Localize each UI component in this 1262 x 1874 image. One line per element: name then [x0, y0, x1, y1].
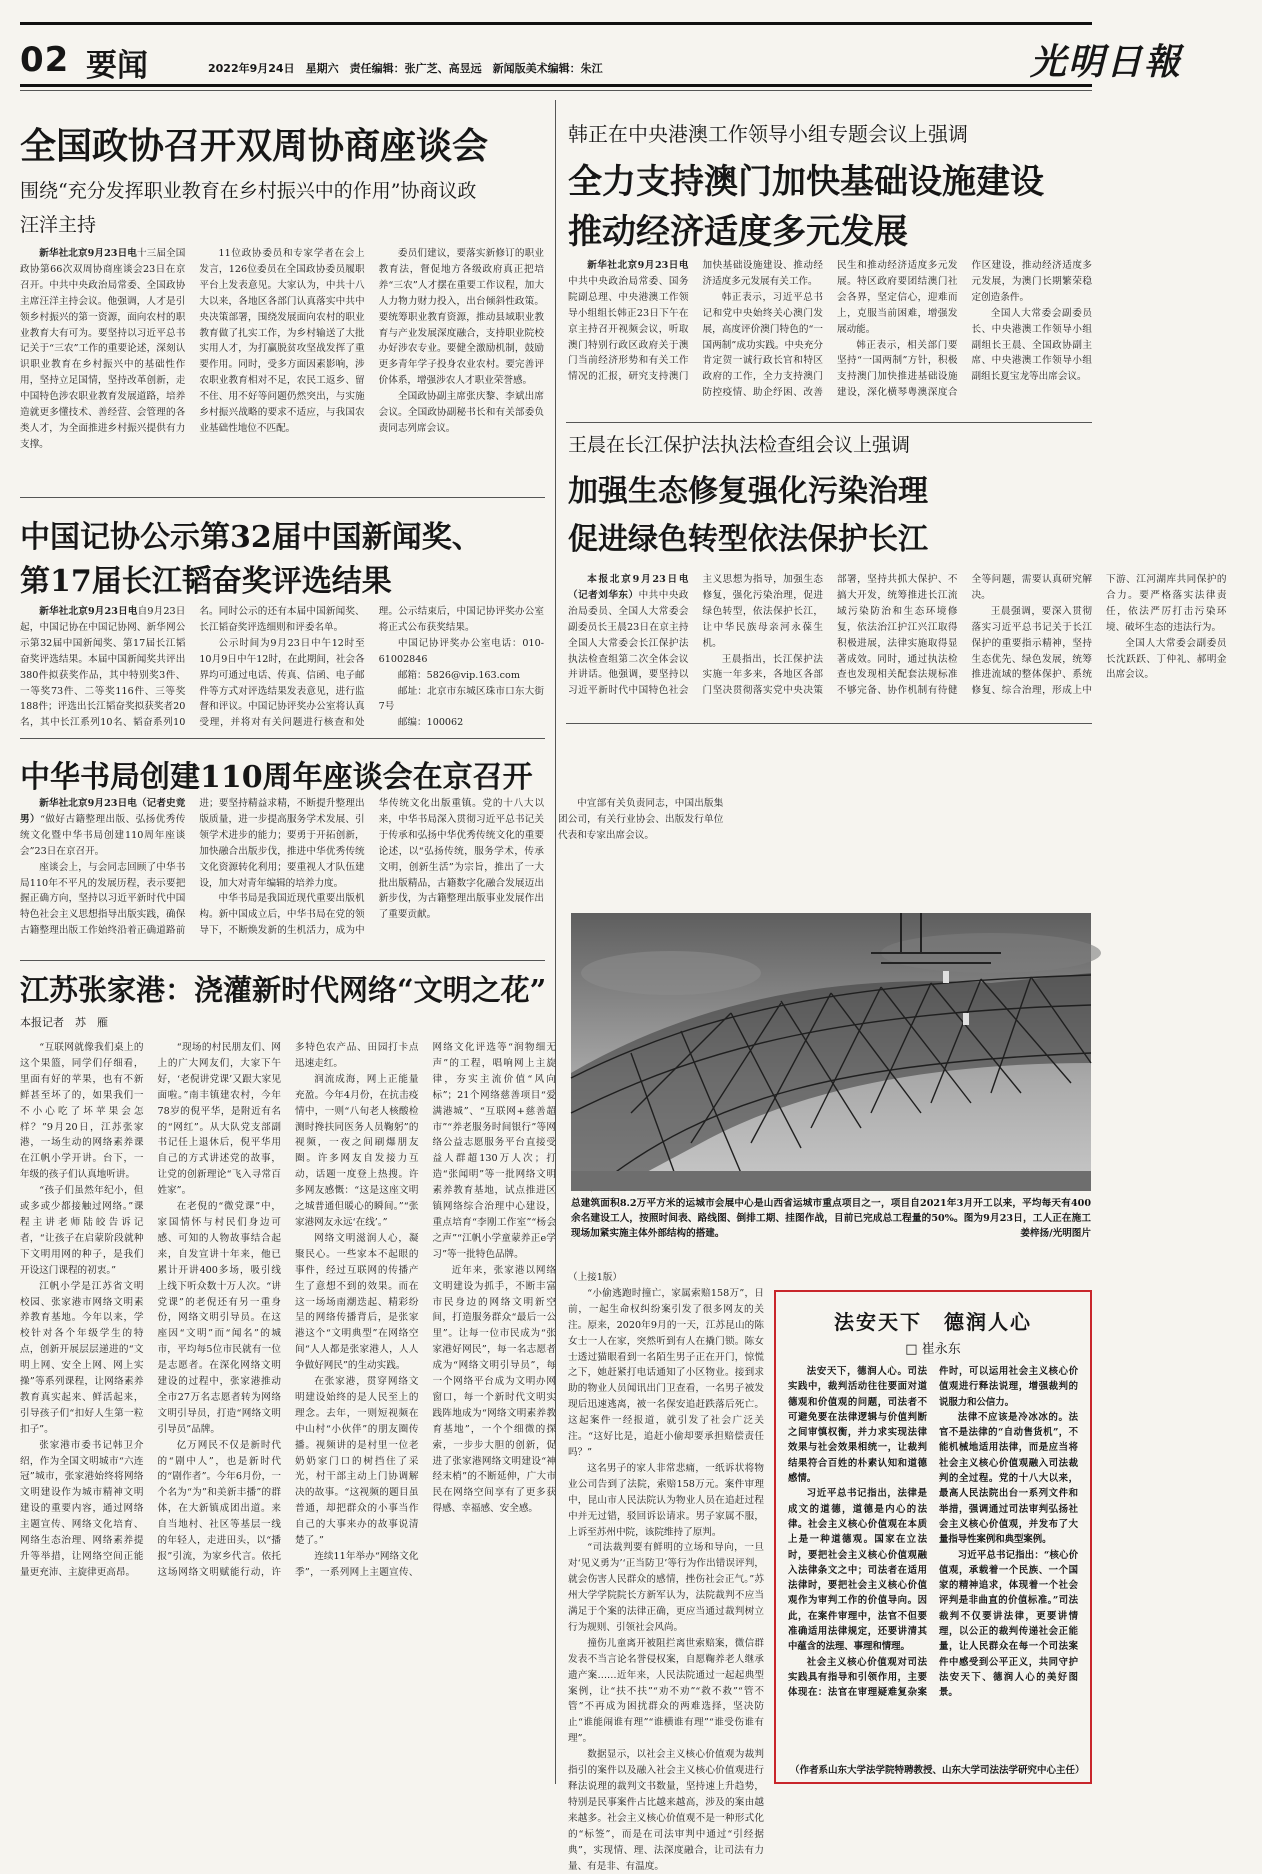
- jiangsu-paragraph: 在老倪的“微党课”中，家国情怀与村民们身边可感、可知的人物故事结合起来，自发宣讲十年来，他已累计开讲400多场，吸引线上线下听众数十万人次。“讲党课”的老倪还有另一重身份，网络文明引导员。在这座因“文明”而“闻名”的城市，平均每5位市民就有一位是志愿者。在深化网络文明建设的过程中，张家港推动全市27万名志愿者转为网络文明引导员，打造“网络文明引导员”品牌。: [157, 1201, 281, 1435]
- macao-dateline: 新华社北京9月23日电: [587, 260, 689, 271]
- yangtze-body: [568, 572, 1227, 714]
- awards-address: 邮址：北京市东城区珠市口东大街7号: [378, 685, 544, 713]
- jiangsu-headline: 江苏张家港：浇灌新时代网络“文明之花”: [20, 973, 547, 1007]
- header-rule: [20, 84, 1092, 87]
- steel-structure-illustration: [571, 913, 1091, 1191]
- awards-email: 邮箱：5826@vip.163.com: [397, 669, 520, 681]
- worker-figure: [963, 1013, 969, 1025]
- jiangsu-paragraph: “现场的村民朋友们、网上的广大网友们，大家下午好，‘老倪讲党课’又跟大家见面啦。”南丰镇建农村，今年78岁的倪平华，是附近有名的“网红”。从大队党支部副书记任上退休后，倪平华用自己的方式讲述党的故事，让党的创新理论“飞入寻常百姓家”。: [157, 1042, 281, 1197]
- cppcc-paragraph: 全国政协副主席张庆黎、李斌出席会议。全国政协副秘书长和有关部委负责同志列席会议。: [378, 391, 544, 434]
- yangtze-kicker: 王晨在长江保护法执法检查组会议上强调: [568, 434, 911, 456]
- jiangsu-paragraph: 近年来，张家港以网络文明建设为抓手，不断丰富市民身边的网络文明新空间，打造服务群众“最后一公里”。让每一位市民成为“张家港好网民”，每一名志愿者成为“网络文明引导员”，每一个网络平台成为文明办网窗口，每一个新时代文明实践阵地成为“网络文明素养教育基地”，一个个细微的探索，一步步大胆的创新，促进了张家港网络文明建设“神经末梢”的不断延伸，广大市民在网络空间享有了更多获得感、幸福感、安全感。: [432, 1264, 556, 1515]
- worker-figure: [943, 971, 949, 983]
- commentary-author: □ 崔永东: [905, 1342, 961, 1357]
- zhonghua-paragraph: 中华书局是我国近现代重要出版机构。新中国成立后，中华书局在党的领导下，不断焕发新的生机活力，成为中华传统文化出版重镇。党的十八大以来，中华书局深入贯彻习近平总书记关于传承和弘扬中华优秀传统文化的重要论述，以“弘扬传统，服务学术，传承文明，创新生活”为宗旨，推出了一大批出版精品，古籍数字化融合发展迈出新步伐，为古籍整理出版事业发展作出了重要贡献。: [199, 798, 544, 937]
- yangtze-headline-1: 加强生态修复强化污染治理: [568, 474, 928, 509]
- top-rule: [20, 22, 1092, 25]
- macao-paragraph: 全国人大常委会副委员长、中央港澳工作领导小组副组长王晨、全国政协副主席、中央港澳工作领导小组副组长夏宝龙等出席会议。: [971, 307, 1092, 383]
- zhonghua-headline: 中华书局创建110周年座谈会在京召开: [20, 760, 533, 795]
- jiangsu-paragraph: 润流成海，网上正能量充盈。今年4月份，在抗击疫情中，一则“八旬老人核酸检测时搀扶同医务人员鞠躬”的视频，一夜之间刷爆朋友圈。许多网友自发接力互动，话题一度登上热搜。许多网友感慨：“这是这座文明之城普通但暖心的瞬间。”“张家港网友永远‘在线’。”: [295, 1073, 419, 1228]
- construction-photo: [571, 913, 1091, 1191]
- macao-body: [568, 258, 1092, 416]
- header-info: 2022年9月24日 星期六 责任编辑：张广芝、高昱远 新闻版美术编辑：朱江: [208, 62, 603, 75]
- jiangsu-paragraph: 网络文明滋润人心，凝聚民心。一些家本不起眼的事件，经过互联网的传播产生了意想不到的效果。而在这一场场南潮迭起、精彩纷呈的网络传播背后，是张家港这个“文明典型”在网络空间“人人都是张家港人，人人争做好网民”的生动实践。: [295, 1232, 419, 1372]
- yangtze-dateline: 本报北京9月23日电（记者刘华东）: [568, 574, 689, 601]
- jiangsu-paragraph: 江帆小学是江苏省文明校园、张家港市网络文明素养教育基地。今年以来，学校针对各个年级学生的特点，创新开展层层递进的“文明上网、安全上网、网上实操”等系列课程，让网络素养教育真实起来、鲜活起来，引导孩子们“扣好人生第一粒扣子”。: [20, 1280, 144, 1435]
- continued-paragraph: “小偷逃跑时撞亡，家属索赔158万”，日前，一起生命权纠纷案引发了很多网友的关注。原来，2020年9月的一天，江苏昆山的陈女士一人在家，突然听到有人在撬门锁。陈女士透过猫眼看到一名陌生男子正在开门，惊慌之下，她赶紧打电话通知了小区物业。接到求助的物业人员闻讯出门卫查看，一名男子被发现后迅速逃离，被一名保安追赶跌落后死亡。这起案件一经报道，就引发了社会广泛关注。“这好比是，追赶小偷却要承担赔偿责任吗？”: [568, 1287, 764, 1458]
- divider: [566, 422, 1092, 423]
- commentary-body: [788, 1364, 1078, 1764]
- divider: [566, 723, 1092, 724]
- awards-dateline: 新华社北京9月23日电: [39, 606, 138, 617]
- cppcc-paragraph: 新华社北京9月23日电十三届全国政协第66次双周协商座谈会23日在京召开。中共中央政治局常委、全国政协主席汪洋主持会议。他强调，人才是引领乡村振兴的第一资源，面向农村的职业教育大有可为。要坚持以习近平总书记关于“三农”工作的重要论述，深刻认识职业教育在乡村振兴中的基础性作用，坚持立足国情，坚持改革创新，走中国特色涉农职业教育发展道路，培养造就更多懂技术、善经营、会管理的各类人才，为全面推进乡村振兴提供有力支撑。: [20, 248, 186, 450]
- awards-postcode: 邮编：100062: [397, 717, 464, 729]
- continued-paragraph: 这名男子的家人非常悲痛，一纸诉状将物业公司告到了法院，索赔158万元。案件审理中，昆山市人民法院认为物业人员在追赶过程中并无过错，驳回诉讼请求。男子家属不服，上诉至苏州中院，该院维持了原判。: [568, 1462, 764, 1538]
- zhonghua-paragraph: 中宣部有关负责同志，中国出版集团公司，有关行业协会、出版发行单位代表和专家出席会议。: [557, 798, 724, 841]
- divider: [20, 960, 545, 961]
- yangtze-headline-2: 促进绿色转型依法保护长江: [568, 522, 928, 557]
- jiangsu-byline: 本报记者 苏 雁: [20, 1016, 108, 1029]
- cppcc-headline: 全国政协召开双周协商座谈会: [20, 125, 489, 167]
- continued-note: （上接1版）: [568, 1272, 623, 1283]
- zhonghua-body: [20, 796, 724, 954]
- continued-paragraph: “司法裁判要有鲜明的立场和导向，一旦对‘见义勇为’‘正当防卫’等行为作出错误评判，就会伤害人民群众的感情，挫伤社会正气。”苏州大学学院院长方新军认为，法院裁判不应当满足于个案的法律正确，更应当通过裁判树立行为规则、引领社会风尚。: [568, 1542, 764, 1633]
- jiangsu-paragraph: 张家港市委书记韩卫介绍，作为全国文明城市“六连冠”城市，张家港始终将网络文明建设作为城市精神文明建设的重要内容，通过网络主题宣传、网络文化培育、网络生态治理、网络素养提升等举措，让网络空间正能量更充沛、主旋律更高昂。: [20, 1439, 144, 1578]
- commentary-box: [774, 1290, 1092, 1784]
- yangtze-paragraph: 王晨强调，要深入贯彻落实习近平总书记关于长江保护的重要指示精神，坚持生态优先、绿色发展，统筹推进流域的整体保护、系统修复、综合治理，形成上中下游、江河湖库共同保护的合力。要严格落实法律责任，依法严厉打击污染环境、破坏生态的违法行为。: [971, 574, 1227, 697]
- jiangsu-paragraph: 亿万网民不仅是新时代的“剧中人”，也是新时代的“剧作者”。今年6月份，一个名为“为”和美新丰播”的群体，在大新镇成团出道。来自当地村、社区等基层一线的年轻人，走进田头，以“播报”引流，为家乡代言。依托这场网络文明赋能行动，许多特色农产品、田园打卡点迅速走红。: [157, 1042, 419, 1578]
- section-name: 要闻: [86, 48, 148, 84]
- photo-caption-text: 总建筑面积8.2万平方米的运城市会展中心是山西省运城市重点项目之一，项目自2021年3月开工以来，平均每天有400余名建设工人，按照时间表、路线图、倒排工期、挂图作战，目前已完成总工程量的50%。图为9月23日，工人正在施工现场加紧实施主体外部结构的搭建。: [571, 1198, 1091, 1239]
- macao-paragraph: 韩正表示，习近平总书记和党中央始终关心澳门发展，高度评价澳门特色的“一国两制”成功实践。中央充分肯定贺一诚行政长官和特区政府的工作，全力支持澳门防控疫情、助企纾困、改善民生和推动经济适度多元发展。特区政府要团结澳门社会各界，坚定信心，迎难而上，克服当前困难，增强发展动能。: [702, 260, 958, 399]
- photo-credit: 姜梓扬/光明图片: [1020, 1228, 1091, 1239]
- jiangsu-paragraph: 在张家港，贯穿网络文明建设始终的是人民至上的理念。去年，一则短视频在中山村“小伙伴”的朋友圈传播。视频讲的是村里一位老奶奶家门口的树挡住了采光，村干部主动上门协调解决的故事。“这视频的题目虽普通，却把群众的小事当作自己的大事来办的故事说清楚了。”: [295, 1376, 419, 1547]
- awards-headline-2: 第17届长江韬奋奖评选结果: [20, 564, 392, 599]
- yangtze-paragraph: 本报北京9月23日电（记者刘华东）中共中央政治局委员、全国人大常委会副委员长王晨23日在京主持全国人大常委会长江保护法执法检查组第二次全体会议并讲话。他强调，要坚持以习近平新时代中国特色社会主义思想为指导，加强生态修复，强化污染治理，促进绿色转型，依法保护长江，让中华民族母亲河永葆生机。: [568, 574, 823, 697]
- commentary-paragraph: 习近平总书记指出：“核心价值观，承载着一个民族、一个国家的精神追求，体现着一个社会评判是非曲直的价值标准。”司法裁判不仅要讲法律，更要讲情理，以公正的裁判传递社会正能量，让人民群众在每一个司法案件中感受到公平正义，共同守护法安天下、德润人心的美好图景。: [939, 1549, 1078, 1699]
- masthead-logo: 光明日報: [1030, 41, 1183, 83]
- awards-phone: 中国记协评奖办公室电话：010-61002846: [378, 637, 544, 665]
- awards-body: [20, 604, 544, 734]
- jiangsu-body: [20, 1040, 556, 1784]
- header-rule-thin: [20, 90, 1092, 91]
- commentary-paragraph: 习近平总书记指出，法律是成文的道德，道德是内心的法律。社会主义核心价值观在本质上是一种道德观。国家在立法时，要把社会主义核心价值观融入法律条文之中；司法者在适用法律时，要把社会主义核心价值观作为审判工作的价值导向。因此，在案件审理中，法官不但要准确适用法律规定，还要讲清其中蕴含的法理、事理和情理。: [788, 1488, 927, 1653]
- commentary-paragraph: 社会主义核心价值观对司法实践具有指导和引领作用，主要体现在：法官在审理疑难复杂案件时，可以运用社会主义核心价值观进行释法说理，增强裁判的说服力和公信力。: [788, 1366, 1078, 1699]
- continued-article: [568, 1270, 764, 1872]
- zhonghua-dateline: 新华社北京9月23日电（记者史竞男）: [20, 798, 186, 825]
- awards-paragraph: 新华社北京9月23日电自9月23日起，中国记协在中国记协网、新华网公示第32届中国新闻奖、第17届长江韬奋奖评选结果。本届中国新闻奖共评出380件拟获奖作品，其中特别奖3件、一等奖73件、二等奖116件、三等奖188件；评选出长江韬奋奖拟获奖者20名，其中长江系列10名、韬奋系列10名。同时公示的还有本届中国新闻奖、长江韬奋奖评选细则和评委名单。: [20, 606, 365, 729]
- macao-headline-1: 全力支持澳门加快基础设施建设: [568, 162, 1044, 202]
- divider: [20, 497, 545, 498]
- awards-paragraph: 公示时间为9月23日中午12时至10月9日中午12时，在此期间，社会各界均可通过电话、传真、信函、电子邮件等方式对评选结果发表意见，进行监督和评议。中国记协评奖办公室将认真受理，并将对有关问题进行核查和处理。公示结束后，中国记协评奖办公室将正式公布获奖结果。: [199, 606, 544, 729]
- commentary-title: 法安天下 德润人心: [834, 1310, 1032, 1334]
- zhonghua-paragraph: 座谈会上，与会同志回顾了中华书局110年不平凡的发展历程，表示要把握正确方向，坚持以习近平新时代中国特色社会主义思想指导出版实践，确保古籍整理出版工作始终沿着正确道路前进；要坚持精益求精，不断提升整理出版质量，进一步提高服务学术发展、引领学术进步的能力；要勇于开拓创新，加快融合出版步伐，推进中华优秀传统文化资源转化利用；要重视人才队伍建设，加大对青年编辑的培养力度。: [20, 798, 365, 937]
- commentary-author-note: （作者系山东大学法学院特聘教授、山东大学司法法学研究中心主任）: [790, 1765, 1085, 1776]
- photo-caption: [571, 1196, 1091, 1241]
- jiangsu-paragraph: “互联网就像我们桌上的这个果篮，同学们仔细看，里面有好的苹果，也有不新鲜甚至坏了的，如果我们一不小心吃了坏苹果会怎样？”9月20日，江苏张家港，一场生动的网络素养课在江帆小学开讲。台下，一年级的孩子们认真地听讲。: [20, 1042, 144, 1181]
- commentary-paragraph: 法律不应该是冷冰冰的。法官不是法律的“自动售货机”，不能机械地适用法律，而是应当将社会主义核心价值观融入司法裁判的全过程。党的十八大以来，最高人民法院出台一系列文件和举措，强调通过司法审判弘扬社会主义核心价值观，并发布了大量指导性案例和典型案例。: [939, 1411, 1078, 1546]
- yangtze-paragraph: 王晨指出，长江保护法实施一年多来，各地区各部门坚决贯彻落实党中央决策部署，坚持共抓大保护、不搞大开发，统筹推进长江流域污染防治和生态环境修复，依法治江护江兴江取得积极进展，法律实施取得显著成效。同时，通过执法检查也发现相关配套法规标准不够完备、协作机制有待健全等问题，需要认真研究解决。: [702, 574, 1092, 697]
- jiangsu-paragraph: 连续11年举办“网络文化季”，一系列网上主题宣传、网络文化评选等“润物细无声”的工程，唱响网上主旋律，夯实主流价值“风向标”；21个网络慈善项目“爱满港城”、“互联网+慈善超市”“养老服务时间银行”等网络公益志愿服务平台直接受益人群超130万人次；打造“张闻明”等一批网络文明素养教育基地，试点推进区镇网络综合治理中心建设，重点培育“李刚工作室”“杨会之声”“江帆小学童蒙养正e学习”等一批特色品牌。: [295, 1042, 556, 1578]
- awards-headline-1: 中国记协公示第32届中国新闻奖、: [20, 520, 482, 555]
- cppcc-body: [20, 246, 544, 490]
- yangtze-paragraph: 全国人大常委会副委员长沈跃跃、丁仲礼、郝明金出席会议。: [1106, 637, 1227, 681]
- continued-paragraph: 撞伤儿童离开被阻拦离世索赔案，微信群发表不当言论名誉侵权案，自愿鞠养老人继承遗产案……近年来，人民法院通过一起起典型案例，让“扶不扶”“劝不劝”“救不救”“管不管”不再成为困扰群众的两难选择，坚决防止“谁能闹谁有理”“谁横谁有理”“谁受伤谁有理”。: [568, 1637, 764, 1745]
- macao-paragraph: 新华社北京9月23日电中共中央政治局常委、国务院副总理、中央港澳工作领导小组组长韩正23日下午在京主持召开视频会议，听取澳门特别行政区政府关于澳门当前经济形势和有关工作情况的汇报，研究支持澳门加快基础设施建设、推动经济适度多元发展有关工作。: [568, 260, 823, 383]
- continued-paragraph: 数据显示，以社会主义核心价值观为裁判指引的案件以及融入社会主义核心价值观进行释法说理的裁判文书数量，坚持速上升趋势，特别是民事案件占比越来越高，涉及的案由越来越多。社会主义核心价值观不是一种形式化的“标签”，而是在司法审判中通过“引经据典”，实现情、理、法深度融合，让司法有力量、有是非、有温度。: [568, 1749, 764, 1872]
- cppcc-paragraph: 委员们建议，要落实新修订的职业教育法，督促地方各级政府真正把培养“三农”人才摆在重要工作议程，加大人力物力财力投入，出台倾斜性政策。要统筹职业教育资源，推动县域职业教育与产业发展深度融合，支持职业院校办好涉农专业。要健全激励机制，鼓励更多青年学子投身农业农村。要完善评价体系，增强涉农人才职业荣誉感。: [378, 248, 544, 387]
- macao-paragraph: 韩正表示，相关部门要坚持“一国两制”方针，积极支持澳门加快推进基础设施建设，深化横琴粤澳深度合作区建设，推动经济适度多元发展，为澳门长期繁荣稳定创造条件。: [837, 260, 1092, 399]
- macao-headline-2: 推动经济适度多元发展: [568, 212, 908, 252]
- cppcc-host: 汪洋主持: [20, 214, 97, 236]
- cppcc-subhead: 围绕“充分发挥职业教育在乡村振兴中的作用”协商议政: [20, 180, 477, 202]
- jiangsu-paragraph: “孩子们虽然年纪小，但或多或少都接触过网络。”课程主讲老师陆皎告诉记者，“让孩子在启蒙阶段就种下文明用网的种子，是我们开设这门课程的初衷。”: [20, 1185, 144, 1276]
- divider: [20, 738, 545, 739]
- macao-kicker: 韩正在中央港澳工作领导小组专题会议上强调: [568, 122, 968, 146]
- cppcc-paragraph: 11位政协委员和专家学者在会上发言，126位委员在全国政协委员履职平台上发表意见。大家认为，中共十八大以来，各地区各部门认真落实中共中央决策部署，围绕发展面向农村的职业教育做了扎实工作，为乡村输送了大批实用人才，为打赢脱贫攻坚战发挥了重要作用。同时，受多方面因素影响，涉农职业教育相对不足，农民工返乡、留不住、用不好等问题仍然突出，与实施乡村振兴战略的要求不适应，与我国农业基础性地位不匹配。: [199, 248, 365, 434]
- page-number: 02: [20, 40, 70, 80]
- cppcc-dateline: 新华社北京9月23日电: [39, 248, 137, 259]
- commentary-paragraph: 法安天下，德润人心。司法实践中，裁判活动往往要面对道德观和价值观的问题，司法者不可避免要在法律逻辑与价值判断之间审慎权衡，并力求实现法律效果与社会效果相统一，让裁判结果符合百姓的朴素认知和道德感情。: [788, 1366, 927, 1485]
- zhonghua-paragraph: 新华社北京9月23日电（记者史竞男）“做好古籍整理出版、弘扬优秀传统文化暨中华书局创建110周年座谈会”23日在京召开。: [20, 798, 186, 857]
